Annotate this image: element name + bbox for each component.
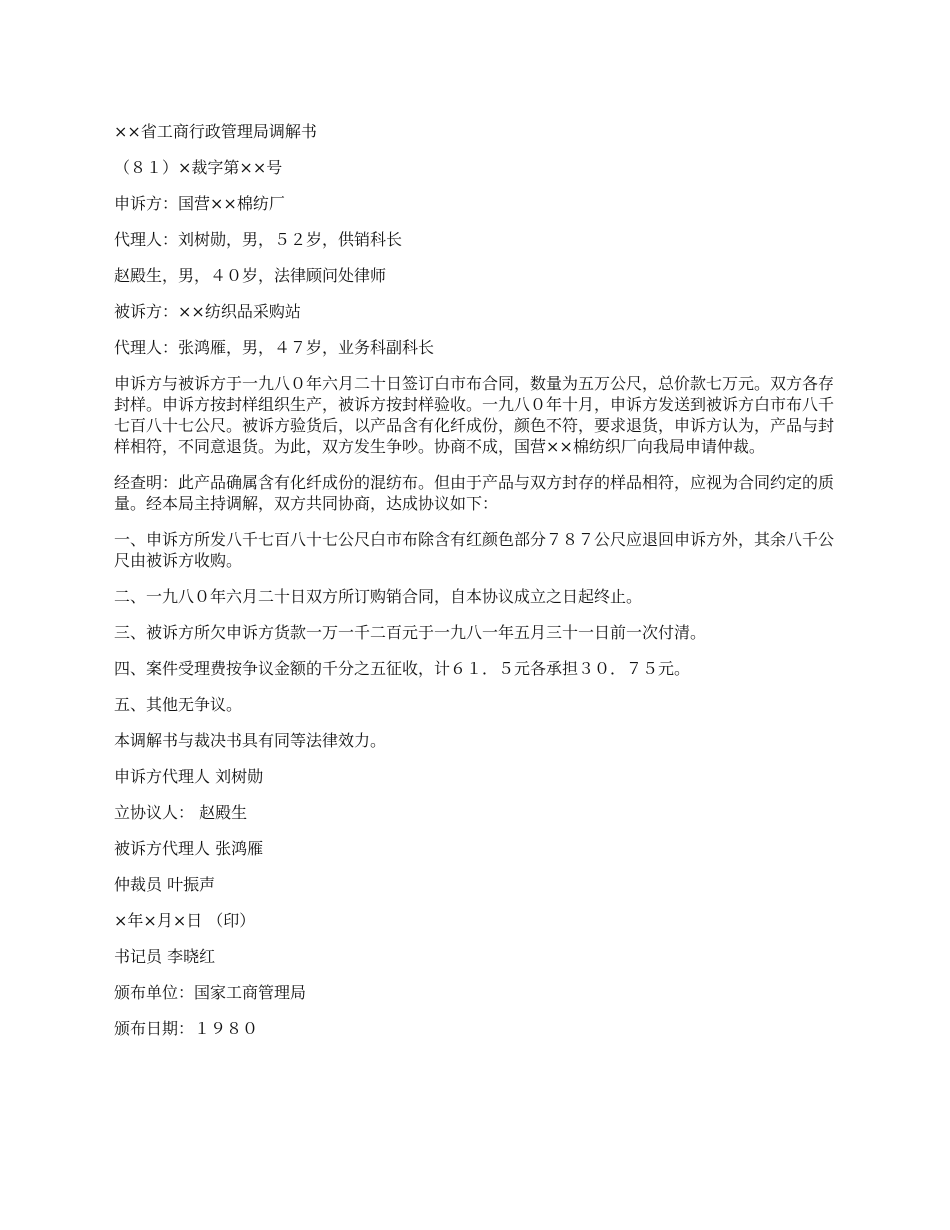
signature-respondent-agent: 被诉方代理人 张鸿雁 <box>114 839 264 858</box>
document-body <box>114 121 840 1054</box>
respondent-agent: 代理人：张鸿雁，男，４７岁，业务科副科长 <box>114 338 435 357</box>
signature-arbitrator: 仲裁员 叶振声 <box>114 875 216 894</box>
agreement-term-1: 一、申诉方所发八千七百八十七公尺白市布除含有红颜色部分７８７公尺应退回申诉方外，其余八千公尺由被诉方收购。 <box>114 530 835 570</box>
document-title: ××省工商行政管理局调解书 <box>114 122 317 141</box>
agreement-term-2: 二、一九八０年六月二十日双方所订购销合同，自本协议成立之日起终止。 <box>114 587 643 606</box>
agreement-term-4: 四、案件受理费按争议金额的千分之五征收，计６１．５元各承担３０．７５元。 <box>114 659 691 678</box>
issue-date: 颁布日期：１９８０ <box>114 1019 259 1038</box>
agreement-term-5: 五、其他无争议。 <box>114 695 243 714</box>
case-number: （８１）×裁字第××号 <box>114 158 283 177</box>
complainant-agent-2: 赵殿生，男，４０岁，法律顾问处律师 <box>114 266 387 285</box>
clerk: 书记员 李晓红 <box>114 947 216 966</box>
validity-statement: 本调解书与裁决书具有同等法律效力。 <box>114 731 387 750</box>
facts-paragraph: 申诉方与被诉方于一九八０年六月二十日签订白市布合同，数量为五万公尺，总价款七万元。双方各存封样。申诉方按封样组织生产，被诉方按封样验收。一九八０年十月，申诉方发送到被诉方白市布八千七百八十七公尺。被诉方验货后，以产品含有化纤成份，颜色不符，要求退货，申诉方认为，产品与封样相符，不同意退货。为此，双方发生争吵。协商不成，国营××棉纺织厂向我局申请仲裁。 <box>114 374 835 456</box>
date-seal: ×年×月×日 （印） <box>114 911 256 930</box>
complainant-agent-1: 代理人：刘树勋，男，５２岁，供销科长 <box>114 230 403 249</box>
respondent: 被诉方：××纺织品采购站 <box>114 302 301 321</box>
signature-complainant-agent: 申诉方代理人 刘树勋 <box>114 767 264 786</box>
complainant: 申诉方：国营××棉纺厂 <box>114 194 285 213</box>
findings-paragraph: 经查明：此产品确属含有化纤成份的混纺布。但由于产品与双方封存的样品相符，应视为合同约定的质量。经本局主持调解，双方共同协商，达成协议如下： <box>114 473 835 513</box>
agreement-term-3: 三、被诉方所欠申诉方货款一万一千二百元于一九八一年五月三十一日前一次付清。 <box>114 623 707 642</box>
issuing-unit: 颁布单位：国家工商管理局 <box>114 983 307 1002</box>
signature-agreement-party: 立协议人： 赵殿生 <box>114 803 248 822</box>
